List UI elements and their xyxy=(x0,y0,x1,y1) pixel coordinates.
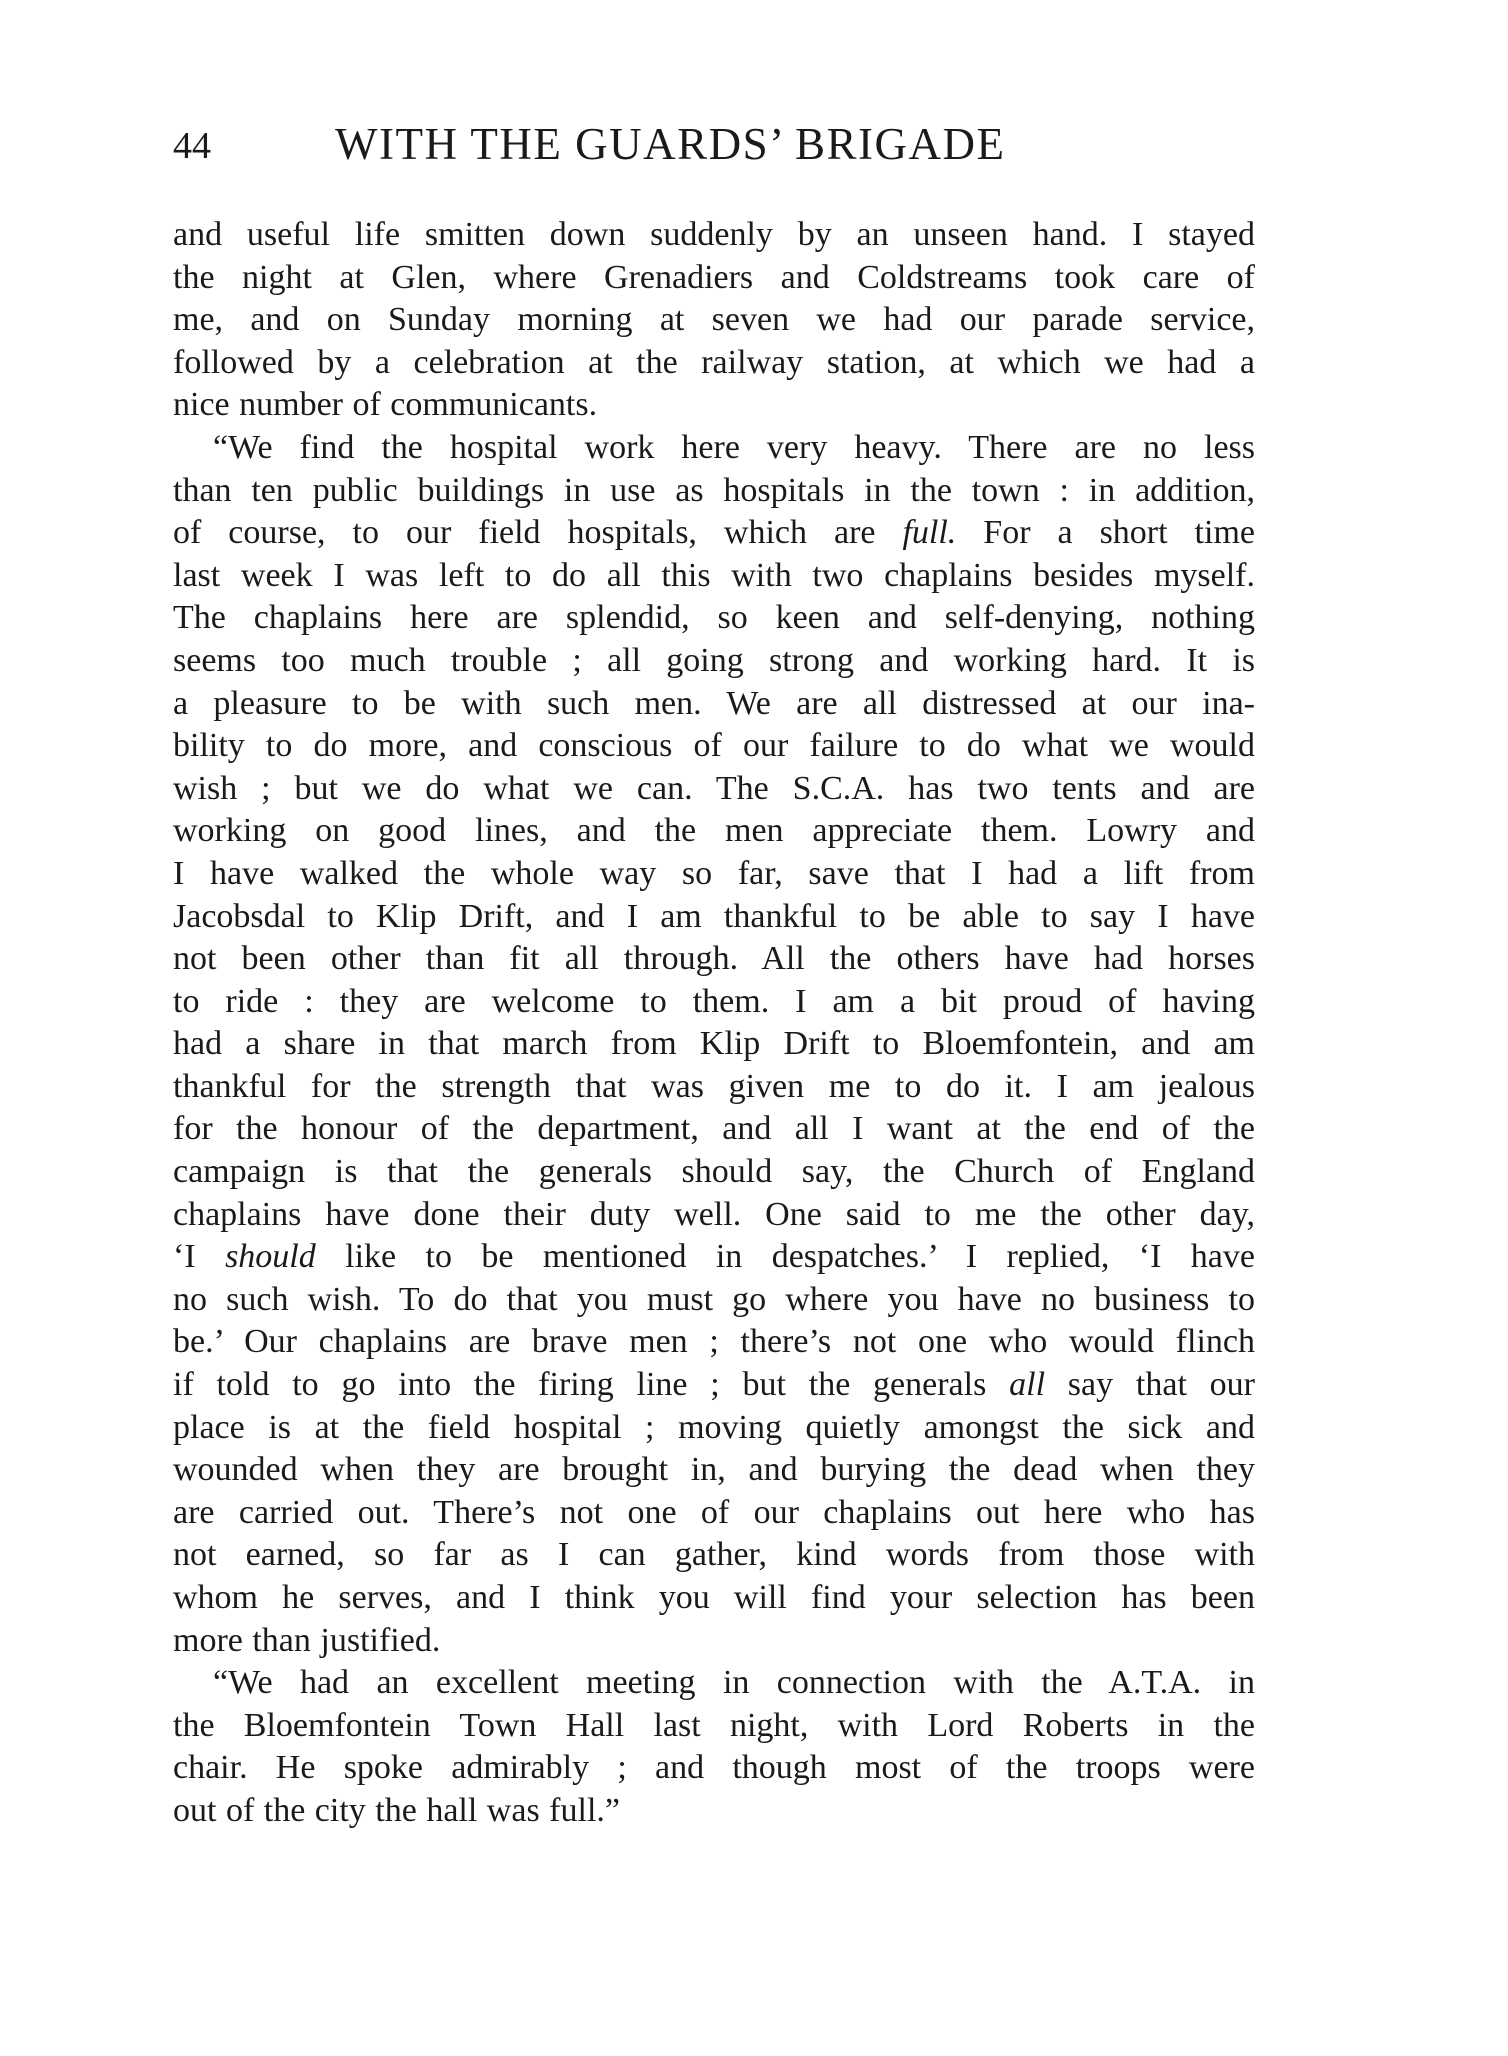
text-segment: The chaplains here are splendid, so keen and self-denying, nothing xyxy=(173,599,1255,637)
text-line xyxy=(173,342,1255,385)
text-segment: ‘I xyxy=(173,1238,226,1276)
text-line xyxy=(173,299,1255,342)
text-line xyxy=(173,1279,1255,1322)
text-segment: the night at Glen, where Grenadiers and Coldstreams took care of xyxy=(173,258,1255,296)
text-line xyxy=(173,640,1255,683)
text-line xyxy=(173,1023,1255,1066)
text-segment: thankful for the strength that was given me to do it. I am jealous xyxy=(173,1067,1255,1105)
text-line xyxy=(173,1577,1255,1620)
text-segment: a pleasure to be with such men. We are all distressed at our ina- xyxy=(173,684,1255,722)
text-line xyxy=(173,896,1255,939)
text-line xyxy=(173,1449,1255,1492)
text-line xyxy=(173,1321,1255,1364)
text-line xyxy=(173,470,1255,513)
text-segment: and useful life smitten down suddenly by an unseen hand. I stayed xyxy=(173,216,1255,253)
text-line xyxy=(173,981,1255,1024)
text-segment: chair. He spoke admirably ; and though most of the troops were xyxy=(173,1749,1255,1787)
text-segment: of course, to our field hospitals, which are xyxy=(173,514,903,552)
text-line xyxy=(173,512,1255,555)
text-line xyxy=(173,1066,1255,1109)
text-segment: are carried out. There’s not one of our chaplains out here who has xyxy=(173,1493,1255,1531)
text-line xyxy=(173,853,1255,896)
text-line xyxy=(173,1407,1255,1450)
text-segment: be.’ Our chaplains are brave men ; there’s not one who would flinch xyxy=(173,1323,1255,1361)
text-segment: bility to do more, and conscious of our failure to do what we would xyxy=(173,727,1255,765)
text-segment: chaplains have done their duty well. One said to me the other day, xyxy=(173,1195,1255,1233)
text-segment: more than justified. xyxy=(173,1621,441,1659)
text-line xyxy=(173,257,1255,300)
text-segment: me, and on Sunday morning at seven we had our parade service, xyxy=(173,301,1255,339)
text-line xyxy=(173,1705,1255,1748)
text-segment: wounded when they are brought in, and burying the dead when they xyxy=(173,1451,1255,1489)
text-line xyxy=(173,1194,1255,1237)
italic-text: full. xyxy=(902,514,957,552)
text-segment: not earned, so far as I can gather, kind words from those with xyxy=(173,1536,1255,1574)
text-segment: not been other than fit all through. All the others have had horses xyxy=(173,940,1255,978)
body-text xyxy=(173,214,1255,1833)
text-line xyxy=(173,214,1255,257)
page-number: 44 xyxy=(173,125,211,167)
text-segment: followed by a celebration at the railway station, at which we had a xyxy=(173,343,1255,381)
text-line xyxy=(173,384,1255,427)
text-segment: the Bloemfontein Town Hall last night, with Lord Roberts in the xyxy=(173,1706,1255,1744)
text-segment: had a share in that march from Klip Drift to Bloemfontein, and am xyxy=(173,1025,1255,1063)
text-segment: Jacobsdal to Klip Drift, and I am thankful to be able to say I have xyxy=(173,897,1255,935)
text-line xyxy=(173,1790,1255,1833)
text-line xyxy=(173,1236,1255,1279)
text-line xyxy=(173,427,1255,470)
text-segment: to ride : they are welcome to them. I am a bit proud of having xyxy=(173,982,1255,1020)
text-line xyxy=(173,1364,1255,1407)
text-segment: out of the city the hall was full.” xyxy=(173,1791,620,1829)
text-line xyxy=(173,683,1255,726)
text-line xyxy=(173,1108,1255,1151)
text-segment: “We find the hospital work here very heavy. There are no less xyxy=(213,428,1255,466)
text-line xyxy=(173,768,1255,811)
text-segment: last week I was left to do all this with two chaplains besides myself. xyxy=(173,556,1255,594)
text-line xyxy=(173,1151,1255,1194)
text-line xyxy=(173,1662,1255,1705)
text-line xyxy=(173,938,1255,981)
italic-text: all xyxy=(1009,1366,1046,1404)
text-line xyxy=(173,1534,1255,1577)
text-segment: like to be mentioned in despatches.’ I replied, ‘I have xyxy=(315,1238,1255,1276)
text-segment: place is at the field hospital ; moving quietly amongst the sick and xyxy=(173,1408,1255,1446)
text-segment: “We had an excellent meeting in connection with the A.T.A. in xyxy=(213,1664,1255,1702)
text-segment: if told to go into the firing line ; but the generals xyxy=(173,1366,1010,1404)
text-line xyxy=(173,555,1255,598)
text-segment: working on good lines, and the men appreciate them. Lowry and xyxy=(173,812,1255,850)
text-line xyxy=(173,810,1255,853)
text-line xyxy=(173,1747,1255,1790)
text-segment: seems too much trouble ; all going strong and working hard. It is xyxy=(173,641,1255,679)
text-segment: I have walked the whole way so far, save that I had a lift from xyxy=(173,854,1255,892)
text-line xyxy=(173,597,1255,640)
text-line xyxy=(173,1620,1255,1663)
italic-text: should xyxy=(225,1238,316,1276)
text-segment: say that our xyxy=(1045,1366,1255,1404)
text-segment: than ten public buildings in use as hospitals in the town : in addition, xyxy=(173,471,1255,509)
text-segment: whom he serves, and I think you will find your selection has been xyxy=(173,1579,1255,1616)
text-line xyxy=(173,1492,1255,1535)
text-segment: campaign is that the generals should say, the Church of England xyxy=(173,1153,1255,1191)
text-segment: no such wish. To do that you must go where you have no business to xyxy=(173,1280,1255,1318)
running-title: WITH THE GUARDS’ BRIGADE xyxy=(335,119,1006,169)
text-segment: for the honour of the department, and all I want at the end of the xyxy=(173,1110,1255,1148)
page-header xyxy=(173,118,1255,174)
text-segment: nice number of communicants. xyxy=(173,386,598,424)
text-segment: wish ; but we do what we can. The S.C.A. has two tents and are xyxy=(173,769,1255,807)
text-line xyxy=(173,725,1255,768)
text-segment: For a short time xyxy=(956,514,1255,552)
